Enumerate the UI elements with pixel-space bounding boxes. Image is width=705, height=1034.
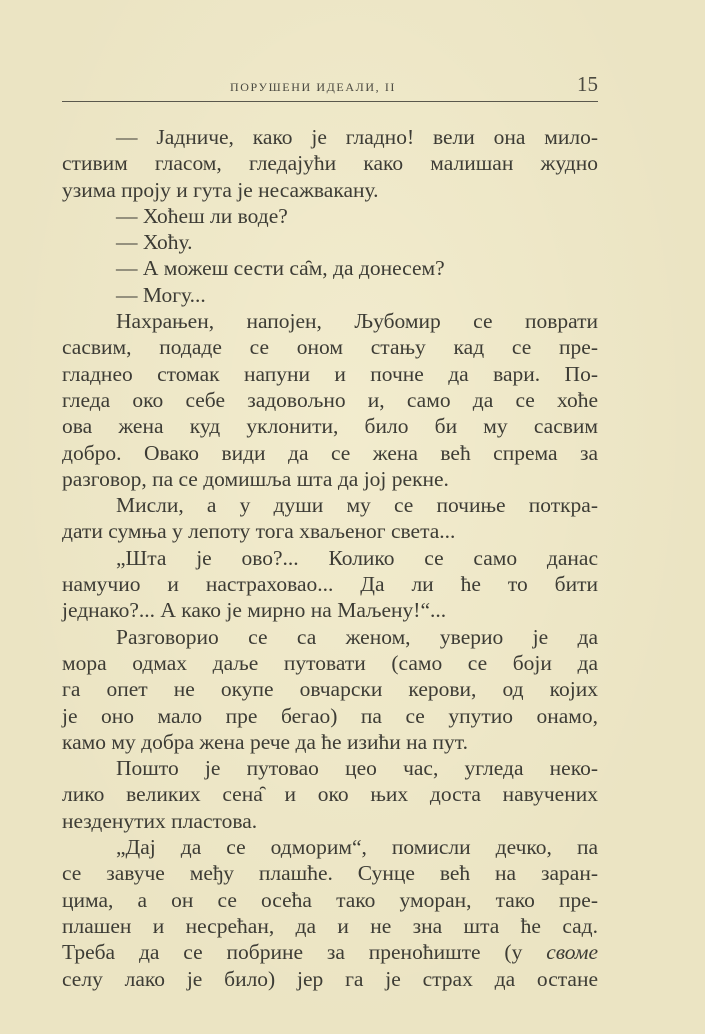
text-line: сасвим, подаде се оном стању кад се пре-: [62, 335, 598, 360]
page-number: 15: [577, 72, 598, 96]
text-line: — Хоћеш ли воде?: [116, 203, 288, 228]
text-line: разговор, па се домишља шта да јој рекне.: [62, 466, 449, 491]
page-header: [62, 72, 598, 98]
text-line: узима проју и гута је несажвакану.: [62, 177, 379, 202]
text-line: Мисли, а у души му се почиње поткра-: [116, 493, 598, 518]
text-line: једнако?... А како је мирно на Маљену!“...: [62, 598, 447, 623]
text-line: плашен и несрећан, да и не зна шта ће сад.: [62, 913, 598, 938]
running-title: ПОРУШЕНИ ИДЕАЛИ, II: [230, 80, 397, 94]
text-line: Нахрањен, напојен, Љубомир се поврати: [116, 309, 598, 334]
text-line: — Хоћу.: [116, 230, 193, 255]
text-line: — А можеш сести са̑м, да донесем?: [116, 256, 445, 281]
text-line: незденутих пластова.: [62, 808, 258, 833]
text-line: Разговорио се са женом, уверио је да: [116, 624, 598, 649]
text-line: Пошто је путовао цео час, угледа неко-: [116, 756, 598, 781]
text-line: га опет не окупе овчарски керови, од којих: [62, 677, 598, 702]
text-segment: Треба да се побрине за преноћиште (у: [62, 940, 547, 965]
text-line: добро. Овако види да се жена већ спрема за: [62, 440, 598, 465]
italic-word: своме: [546, 940, 598, 965]
text-line: је оно мало пре бегао) па се упутио онамо,: [62, 703, 598, 728]
text-line: мора одмах даље путовати (само се боји да: [62, 650, 598, 675]
text-line: „Шта је ово?... Колико се само данас: [116, 545, 598, 570]
text-line: камо му добра жена рече да ће изићи на пут.: [62, 729, 468, 754]
text-line: „Дај да се одморим“, помисли дечко, па: [116, 835, 598, 860]
text-line: — Могу...: [116, 282, 206, 307]
text-line: лико великих сена̑ и око њих доста навучених: [62, 782, 598, 807]
text-line: цима, а он се осећа тако уморан, тако пре-: [62, 887, 598, 912]
text-line: — Јадниче, како је гладно! вели она мило-: [116, 125, 598, 149]
text-line: гледа око себе задовољно и, само да се хоће: [62, 387, 598, 412]
body-text: [62, 124, 598, 992]
header-rule: [62, 101, 598, 102]
text-line: селу лако је било) јер га је страх да остане: [62, 966, 598, 991]
text-line: стивим гласом, гледајући како малишан жудно: [62, 151, 598, 176]
text-line: дати сумња у лепоту тога хваљеног света...: [62, 519, 456, 544]
text-line: намучио и настраховао... Да ли ће то бити: [62, 572, 598, 597]
text-line: се завуче међу плашће. Сунце већ на заран-: [62, 861, 598, 886]
text-line: [62, 939, 598, 965]
text-line: гладнео стомак напуни и почне да вари. По-: [62, 361, 598, 386]
text-line: ова жена куд уклонити, било би му сасвим: [62, 414, 598, 439]
